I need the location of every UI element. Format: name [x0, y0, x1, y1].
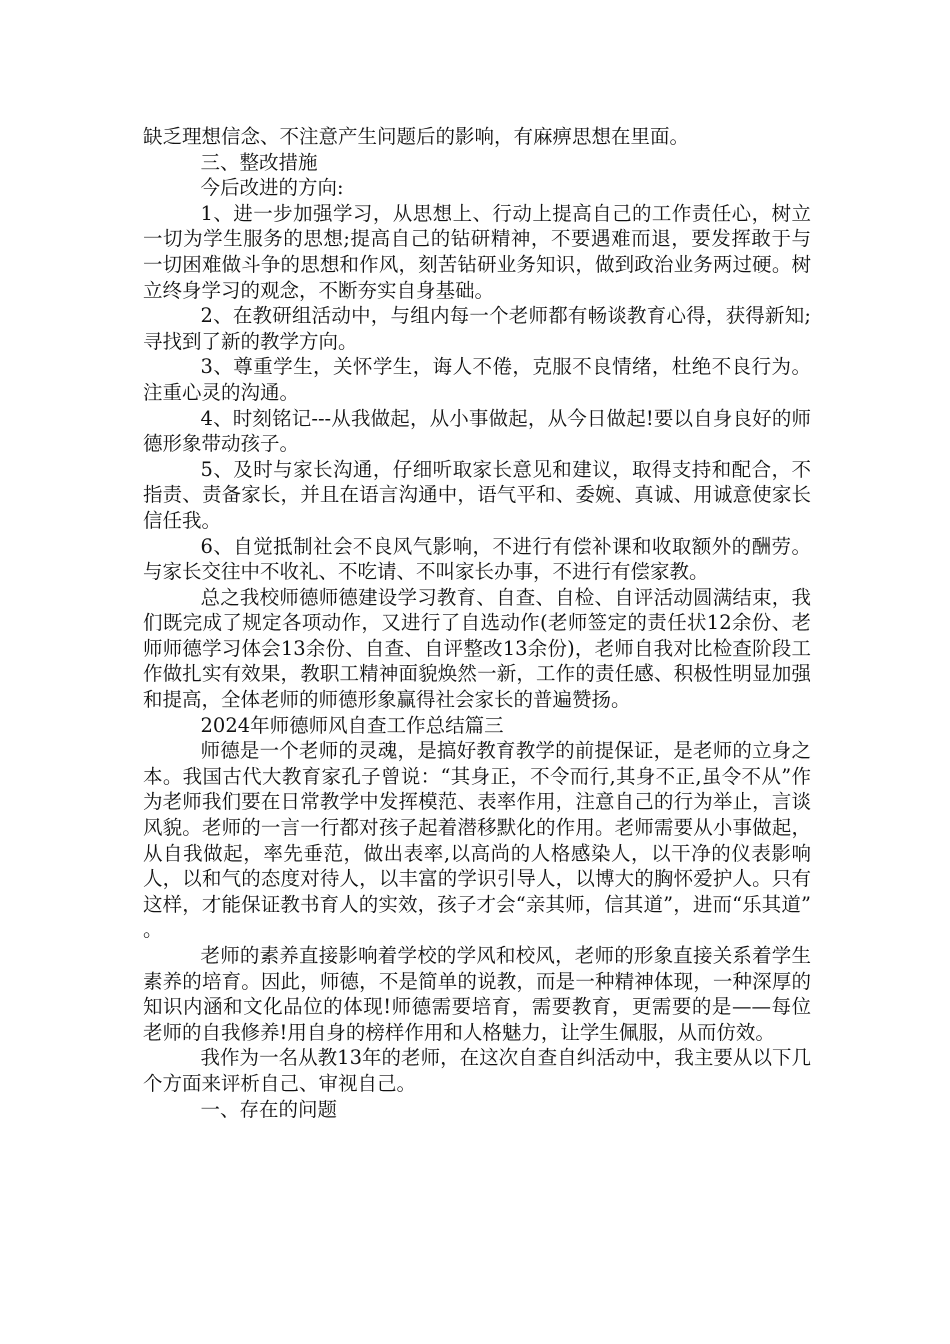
- paragraph-summary: 总之我校师德师德建设学习教育、自查、自检、自评活动圆满结束，我们既完成了规定各项动作，又进行了自选动作(老师签定的责任状12余份、老师师德学习体会13余份、自查、自评整改13余份)，老师自我对比检查阶段工作做扎实有效果，教职工精神面貌焕然一新，工作的责任感、积极性明显加强和提高，全体老师的师德形象赢得社会家长的普遍赞扬。: [143, 585, 811, 712]
- section-heading-rectification: 三、整改措施: [200, 150, 318, 174]
- paragraph-direction: 今后改进的方向:: [200, 176, 344, 200]
- list-item-2: 2、在教研组活动中，与组内每一个老师都有畅谈教育心得，获得新知;寻找到了新的教学方向。: [143, 304, 811, 353]
- paragraph-teacher-ethics: 师德是一个老师的灵魂，是搞好教育教学的前提保证，是老师的立身之本。我国古代大教育家孔子曾说：“其身正，不令而行,其身不正,虽令不从”作为老师我们要在日常教学中发挥模范、表率作用，注意自己的行为举止，言谈风貌。老师的一言一行都对孩子起着潜移默化的作用。老师需要从小事做起，从自我做起，率先垂范，做出表率,以高尚的人格感染人，以干净的仪表影响人，以和气的态度对待人，以丰富的学识引导人，以博大的胸怀爱护人。只有这样，才能保证教书育人的实效，孩子才会“亲其师，信其道”，进而“乐其道”。: [143, 739, 811, 942]
- section-heading-problems: 一、存在的问题: [200, 1097, 338, 1121]
- paragraph-1: 缺乏理想信念、不注意产生问题后的影响，有麻痹思想在里面。: [143, 125, 690, 148]
- list-item-1: 1、进一步加强学习，从思想上、行动上提高自己的工作责任心，树立一切为学生服务的思想;提高自己的钻研精神，不要遇难而退，要发挥敢于与一切困难做斗争的思想和作风，刻苦钻研业务知识，做到政治业务两过硬。树立终身学习的观念，不断夯实自身基础。: [143, 201, 811, 302]
- paragraph-self-review: 我作为一名从教13年的老师，在这次自查自纠活动中，我主要从以下几个方面来评析自己、审视自己。: [143, 1046, 811, 1095]
- document-page: [143, 124, 811, 1122]
- section-title-part-three: 2024年师德师风自查工作总结篇三: [200, 713, 504, 737]
- list-item-5: 5、及时与家长沟通，仔细听取家长意见和建议，取得支持和配合，不指责、责备家长，并且在语言沟通中，语气平和、委婉、真诚、用诚意使家长信任我。: [143, 457, 811, 532]
- list-item-6: 6、自觉抵制社会不良风气影响，不进行有偿补课和收取额外的酬劳。与家长交往中不收礼、不吃请、不叫家长办事，不进行有偿家教。: [143, 534, 811, 584]
- paragraph-teacher-quality: 老师的素养直接影响着学校的学风和校风，老师的形象直接关系着学生素养的培育。因此，师德，不是简单的说教，而是一种精神体现，一种深厚的知识内涵和文化品位的体现!师德需要培育，需要教育，更需要的是——每位老师的自我修养!用自身的榜样作用和人格魅力，让学生佩服，从而仿效。: [143, 944, 811, 1044]
- list-item-3: 3、尊重学生，关怀学生，诲人不倦，克服不良情绪，杜绝不良行为。注重心灵的沟通。: [143, 355, 811, 404]
- list-item-4: 4、时刻铭记---从我做起，从小事做起，从今日做起!要以自身良好的师德形象带动孩子。: [143, 406, 811, 456]
